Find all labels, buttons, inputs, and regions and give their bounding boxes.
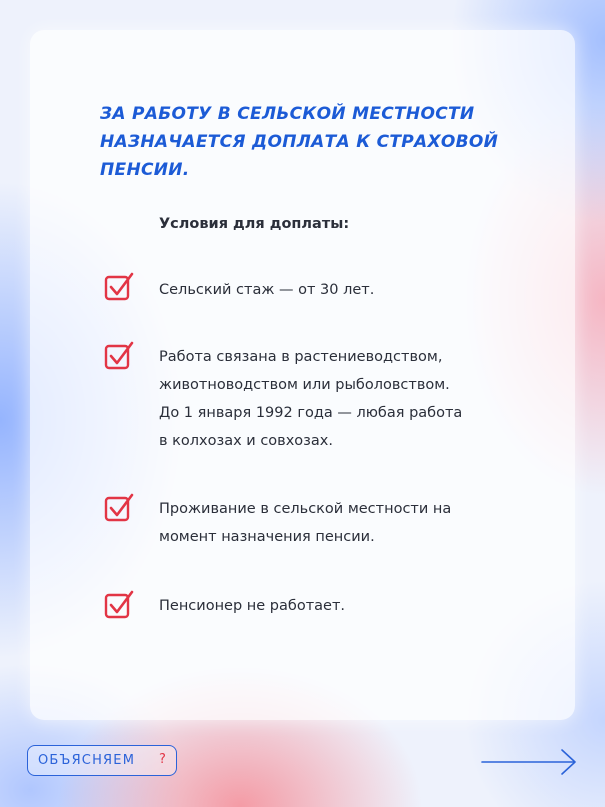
condition-text: Работа связана в растениеводством, животноводством или рыболовством. До 1 января 1992 года — любая работа в колхозах и совхозах.	[159, 349, 463, 449]
checkbox-checked-icon	[104, 590, 134, 620]
explain-label: ОБЪЯСНЯЕМ	[38, 753, 136, 768]
question-icon: ?	[159, 752, 166, 767]
checkbox-checked-icon	[104, 493, 134, 523]
checkbox-checked-icon	[104, 341, 134, 371]
condition-text: Пенсионер не работает.	[159, 598, 346, 614]
checkbox-checked-icon	[104, 272, 134, 302]
condition-text: Проживание в сельской местности на момент назначения пенсии.	[159, 501, 452, 545]
explain-button[interactable]	[27, 745, 177, 776]
page-headline: ЗА РАБОТУ В СЕЛЬСКОЙ МЕСТНОСТИ НАЗНАЧАЕТСЯ ДОПЛАТА К СТРАХОВОЙ ПЕНСИИ.	[100, 104, 499, 180]
arrow-right-icon[interactable]	[480, 748, 578, 776]
condition-text: Сельский стаж — от 30 лет.	[159, 282, 375, 298]
conditions-title: Условия для доплаты:	[159, 216, 350, 232]
